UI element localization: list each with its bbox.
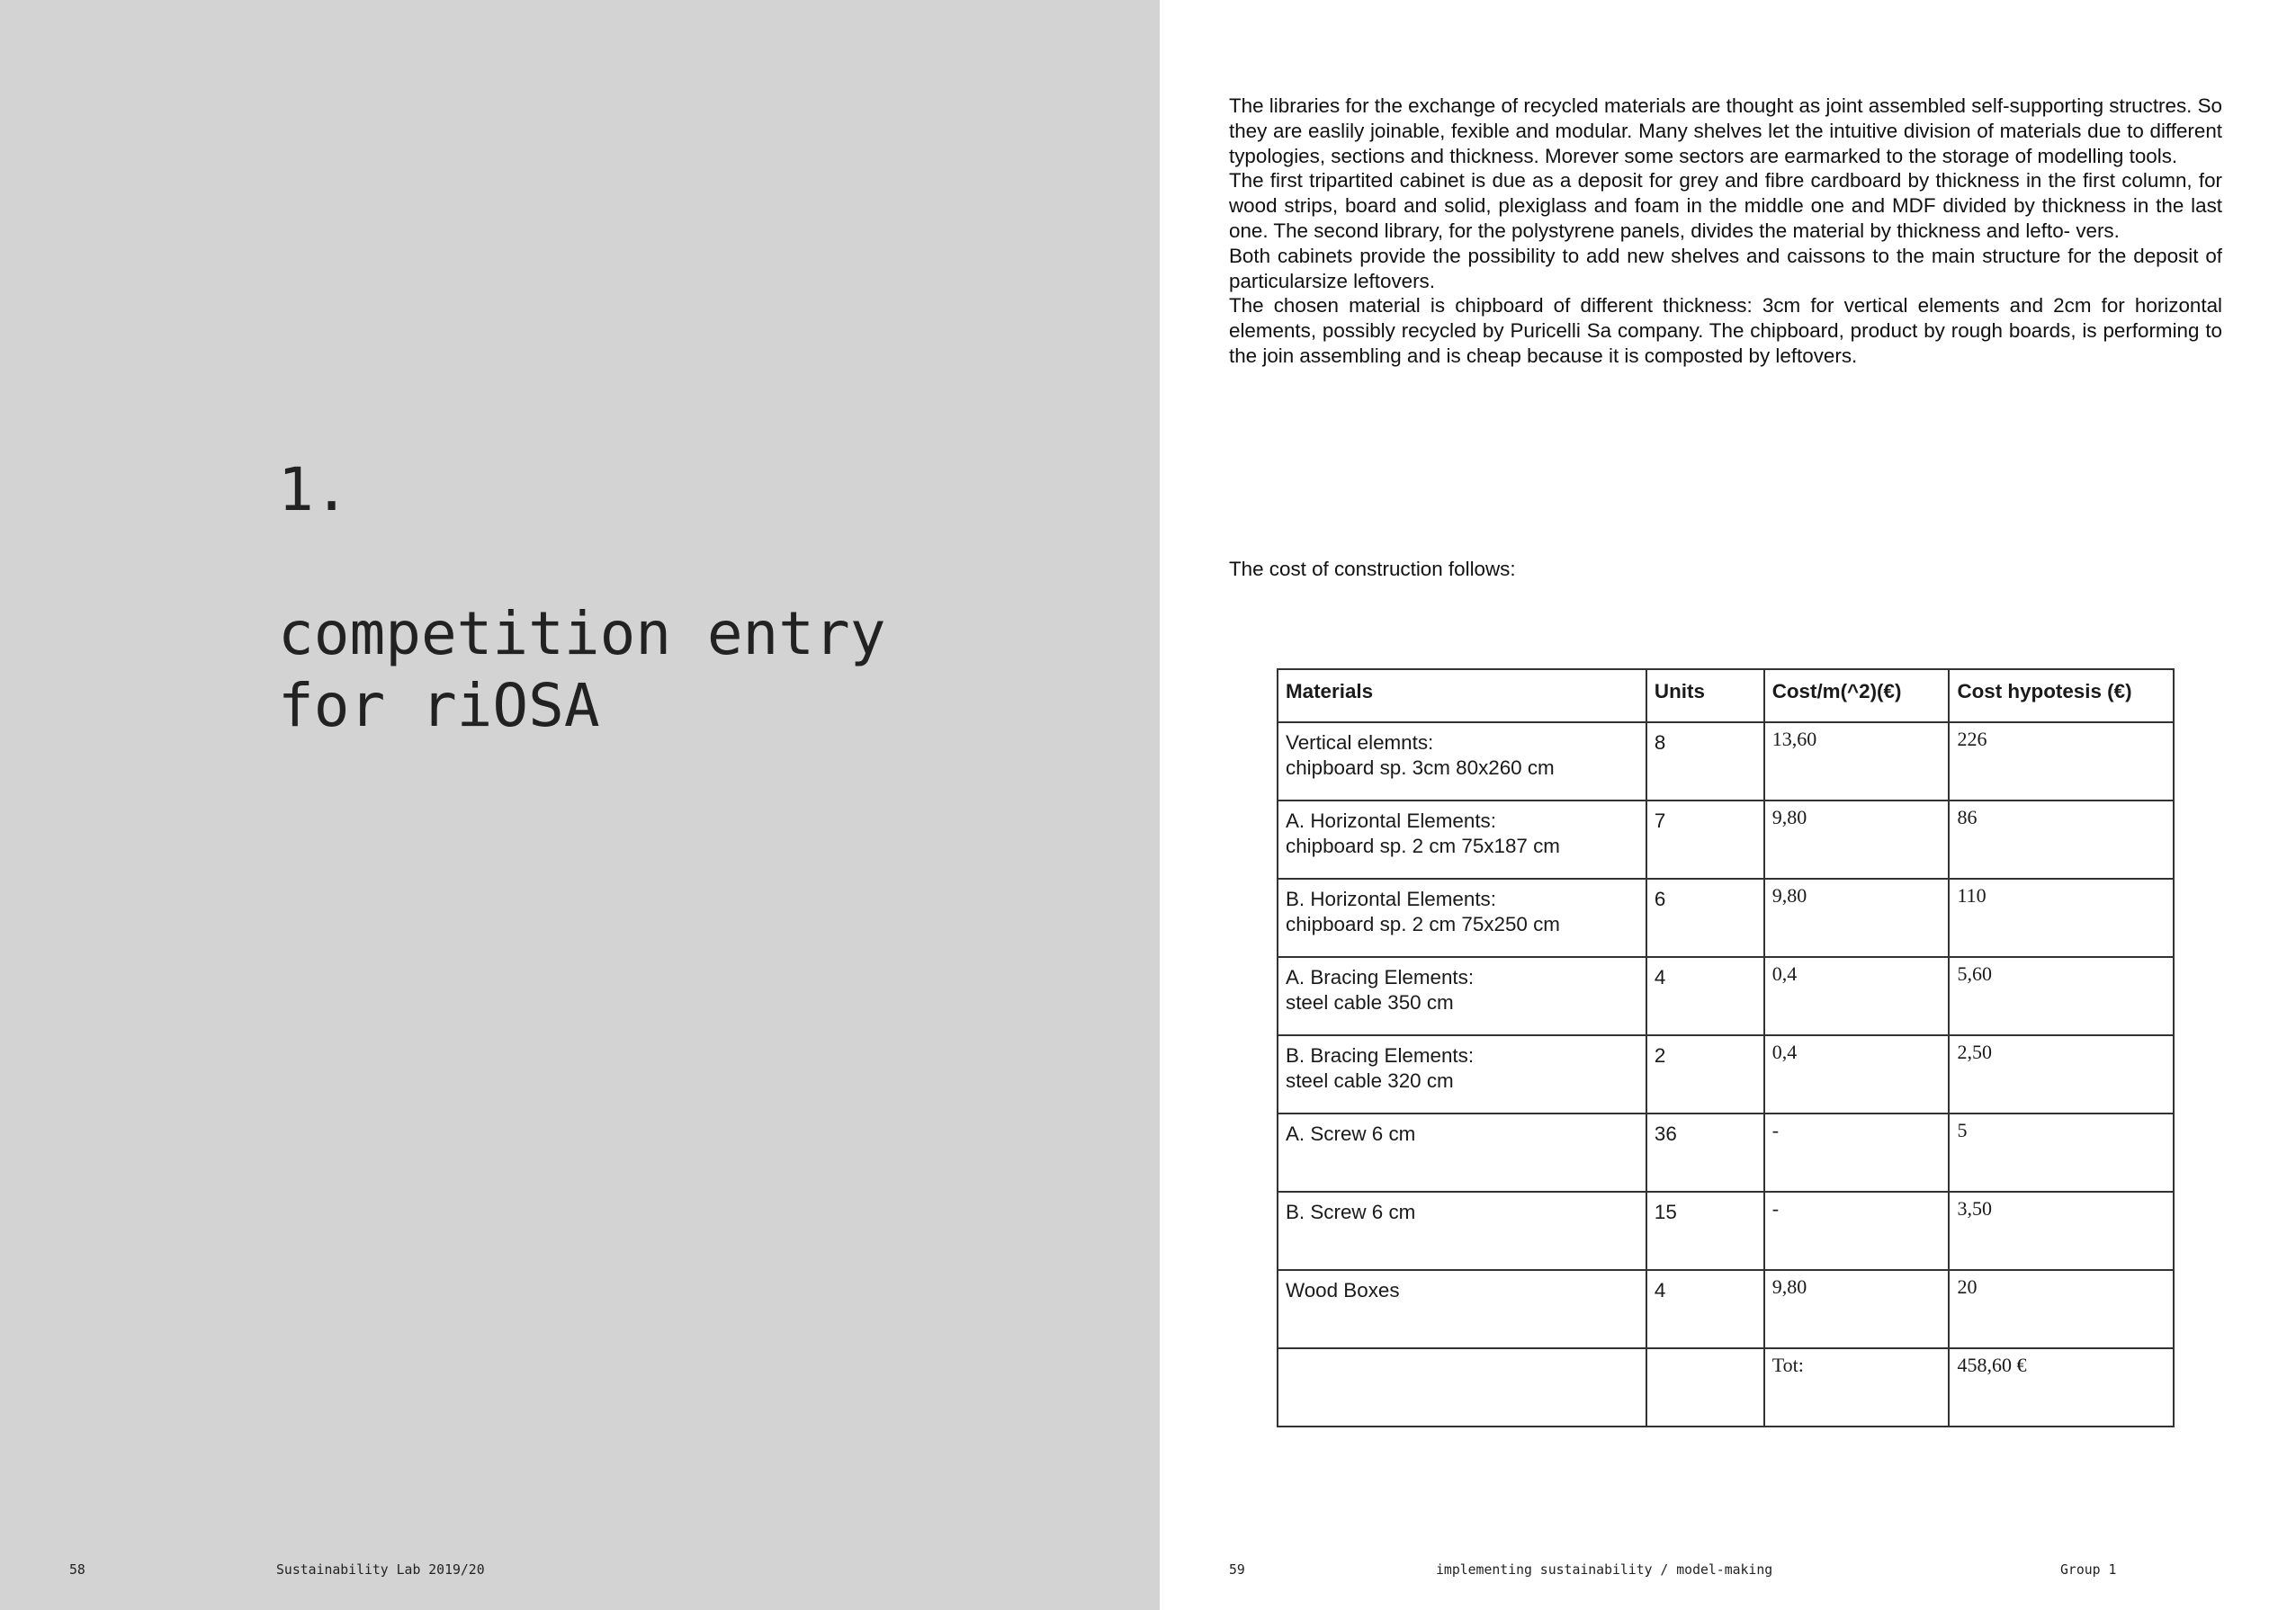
table-cell: 13,60 [1764, 722, 1950, 801]
table-cell: 3,50 [1949, 1192, 2174, 1270]
table-header-row [1278, 669, 2174, 722]
cost-table [1277, 668, 2175, 1427]
table-intro: The cost of construction follows: [1229, 558, 1516, 580]
table-cell: 9,80 [1764, 801, 1950, 879]
table-cell: - [1764, 1114, 1950, 1192]
table-cell: 2,50 [1949, 1035, 2174, 1114]
table-cell [1278, 1348, 1646, 1427]
table-row [1278, 722, 2174, 801]
table-cell: 2 [1646, 1035, 1764, 1114]
table-row [1278, 1270, 2174, 1348]
table-cell: 86 [1949, 801, 2174, 879]
section-number: 1. [278, 455, 350, 524]
paragraph: The libraries for the exchange of recycled materials are thought as joint assembled self-supporting structres. So they are easlily joinable, fexible and modular. Many shelves let the intuitive division of materials due to different typologies, sections and thickness. Morever some sectors are earmarked to the storage of modelling tools. [1229, 94, 2222, 167]
table-cell: 20 [1949, 1270, 2174, 1348]
title-line-1: competition entry [278, 599, 886, 668]
table-row [1278, 957, 2174, 1035]
table-cell: Tot: [1764, 1348, 1950, 1427]
table-cell: Vertical elemnts: chipboard sp. 3cm 80x260 cm [1278, 722, 1646, 801]
table-cell: 36 [1646, 1114, 1764, 1192]
table-cell: A. Horizontal Elements: chipboard sp. 2 cm 75x187 cm [1278, 801, 1646, 879]
table-cell: B. Horizontal Elements: chipboard sp. 2 cm 75x250 cm [1278, 879, 1646, 957]
table-cell: A. Screw 6 cm [1278, 1114, 1646, 1192]
table-cell: 0,4 [1764, 1035, 1950, 1114]
table-cell: B. Bracing Elements: steel cable 320 cm [1278, 1035, 1646, 1114]
title-line-2: for riOSA [278, 671, 600, 740]
table-row [1278, 879, 2174, 957]
body-text [1229, 94, 2222, 369]
column-header: Materials [1278, 669, 1646, 722]
table-row [1278, 1192, 2174, 1270]
table-row [1278, 801, 2174, 879]
table-cell: 6 [1646, 879, 1764, 957]
paragraph: Both cabinets provide the possibility to add new shelves and caissons to the main structure for the deposit of particularsize leftovers. [1229, 244, 2222, 292]
page-number-right: 59 [1229, 1562, 1245, 1578]
table-cell: B. Screw 6 cm [1278, 1192, 1646, 1270]
section-title [278, 454, 886, 742]
table-cell: 9,80 [1764, 879, 1950, 957]
table-cell: Wood Boxes [1278, 1270, 1646, 1348]
table-cell: 8 [1646, 722, 1764, 801]
table-row [1278, 1035, 2174, 1114]
table-cell: 4 [1646, 957, 1764, 1035]
table-cell: 4 [1646, 1270, 1764, 1348]
table-cell: 0,4 [1764, 957, 1950, 1035]
footer-right-text: implementing sustainability / model-making [1436, 1562, 1773, 1578]
footer-group: Group 1 [2060, 1562, 2117, 1578]
column-header: Cost/m(^2)(€) [1764, 669, 1950, 722]
table-cell [1646, 1348, 1764, 1427]
paragraph: The first tripartited cabinet is due as a deposit for grey and fibre cardboard by thickness in the first column, for wood strips, board and solid, plexiglass and foam in the middle one and MDF divided by thickness in the last one. The second library, for the polystyrene panels, divides the material by thickness and lefto- vers. [1229, 169, 2222, 242]
page-number-left: 58 [69, 1562, 85, 1578]
table-cell: 458,60 € [1949, 1348, 2174, 1427]
paragraph: The chosen material is chipboard of different thickness: 3cm for vertical elements and 2cm for horizontal elements, possibly recycled by Puricelli Sa company. The chipboard, product by rough boards, is performing to the join assembling and is cheap because it is composted by leftovers. [1229, 294, 2222, 367]
footer-left-text: Sustainability Lab 2019/20 [276, 1562, 485, 1578]
table-cell: 5 [1949, 1114, 2174, 1192]
table-row [1278, 1348, 2174, 1427]
table-cell: 5,60 [1949, 957, 2174, 1035]
table-cell: 7 [1646, 801, 1764, 879]
table-cell: 15 [1646, 1192, 1764, 1270]
table-cell: A. Bracing Elements: steel cable 350 cm [1278, 957, 1646, 1035]
table-cell: 9,80 [1764, 1270, 1950, 1348]
column-header: Units [1646, 669, 1764, 722]
table-cell: - [1764, 1192, 1950, 1270]
table-cell: 226 [1949, 722, 2174, 801]
column-header: Cost hypotesis (€) [1949, 669, 2174, 722]
table-row [1278, 1114, 2174, 1192]
table-cell: 110 [1949, 879, 2174, 957]
